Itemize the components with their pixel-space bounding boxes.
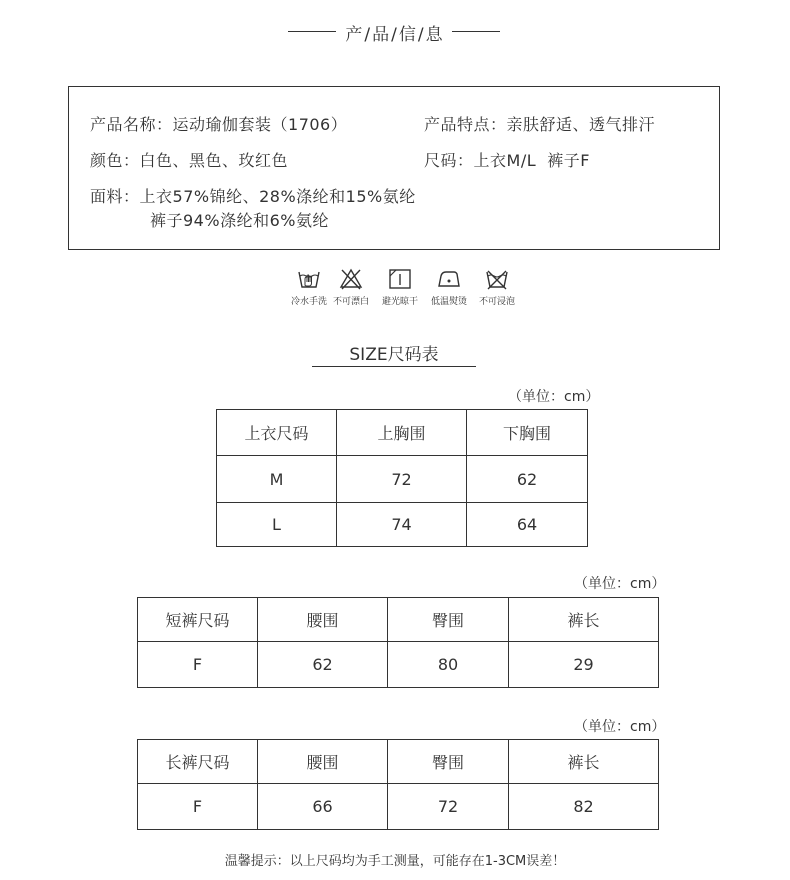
size-label: 尺码： [424,151,474,170]
fabric-row [90,184,416,207]
table-header-cell: 长裤尺码 [138,740,258,784]
table-cell: 82 [509,784,659,830]
table-header-row [138,598,659,642]
table-header-cell: 下胸围 [467,410,588,456]
table-header-cell: 裤长 [509,598,659,642]
no-soak-icon [474,268,520,290]
size-value: 上衣M/L 裤子F [473,151,591,170]
table-header-cell: 上胸围 [337,410,467,456]
care-label-no-bleach: 不可漂白 [332,297,369,307]
size-chart-title: SIZE尺码表 [349,345,439,365]
color-value: 白色、黑色、玫红色 [139,151,289,170]
table-header-cell: 上衣尺码 [217,410,337,456]
table-header-cell: 裤长 [509,740,659,784]
header-line-right [452,31,500,32]
pants-table-unit: （单位：cm） [574,719,666,735]
table-header-cell: 臀围 [388,598,509,642]
product-feature-value: 亲肤舒适、透气排汗 [506,115,656,134]
care-label-shade-dry: 避光晾干 [381,297,418,307]
table-cell: F [138,784,258,830]
care-label-no-soak: 不可浸泡 [478,297,515,307]
table-cell: 64 [467,503,588,547]
pants-size-table [137,739,659,830]
product-feature-label: 产品特点： [424,115,507,134]
table-cell: 62 [258,642,388,688]
table-header-cell: 臀围 [388,740,509,784]
hand-wash-icon [286,268,332,290]
table-row [138,784,659,830]
table-cell: 74 [337,503,467,547]
product-name-row [90,112,347,135]
page-title: 产/品/信/息 [345,25,445,45]
shorts-table-unit: （单位：cm） [574,576,666,592]
size-title-underline [312,366,476,367]
product-feature-row [424,112,655,135]
table-row [138,642,659,688]
care-label-hand-wash: 冷水手洗 [290,297,327,307]
table-cell: 80 [388,642,509,688]
table-header-row [138,740,659,784]
fabric-line-2: 裤子94%涤纶和6%氨纶 [150,211,329,230]
table-header-row [217,410,588,456]
size-row [424,148,590,171]
no-bleach-icon [328,268,374,290]
table-cell: M [217,456,337,503]
table-header-cell: 腰围 [258,740,388,784]
shorts-size-table [137,597,659,688]
top-size-table [216,409,588,547]
table-row [217,503,588,547]
low-iron-icon [426,268,472,290]
table-header-cell: 腰围 [258,598,388,642]
table-cell: F [138,642,258,688]
care-label-low-iron: 低温熨烫 [430,297,467,307]
table-row [217,456,588,503]
table-cell: 29 [509,642,659,688]
table-cell: 72 [388,784,509,830]
top-table-unit: （单位：cm） [508,389,600,405]
shade-dry-icon [377,268,423,290]
table-cell: 66 [258,784,388,830]
product-name-value: 运动瑜伽套装（1706） [172,115,348,134]
product-name-label: 产品名称： [90,115,173,134]
table-cell: L [217,503,337,547]
footer-note: 温馨提示：以上尺码均为手工测量，可能存在1-3CM误差！ [224,854,566,869]
table-cell: 62 [467,456,588,503]
table-header-cell: 短裤尺码 [138,598,258,642]
table-cell: 72 [337,456,467,503]
color-label: 颜色： [90,151,140,170]
color-row [90,148,288,171]
fabric-label: 面料： [90,187,140,206]
fabric-line-1: 上衣57%锦纶、28%涤纶和15%氨纶 [139,187,416,206]
